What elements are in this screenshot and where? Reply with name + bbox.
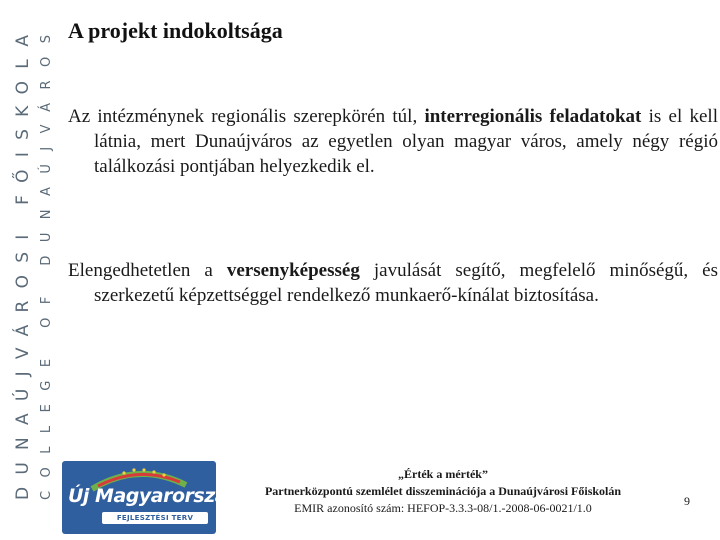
college-brand-vertical — [8, 30, 54, 500]
footer-project-info — [224, 466, 662, 517]
paragraph-competitiveness — [68, 258, 718, 308]
paragraph1-text-a: Az intézménynek regionális szerepkörén túl, — [68, 106, 425, 127]
page-number: 9 — [684, 494, 690, 508]
logo-sub-text: FEJLESZTÉSI TERV — [102, 512, 208, 524]
paragraph2-text-a: Elengedhetetlen a — [68, 260, 227, 281]
footer-quote: „Érték a mérték” — [398, 467, 488, 481]
paragraph1-text-b: is el kell látnia, mert Dunaújváros az egyetlen olyan magyar város, amely négy régió találkozási pontjában helyezkedik el. — [94, 106, 718, 177]
footer-project-title: Partnerközpontú szemlélet disszeminációja a Dunaújvárosi Főiskolán — [264, 484, 622, 498]
logo-main-text: Új Magyarország — [68, 485, 241, 507]
uj-magyarorszag-logo — [62, 461, 241, 534]
footer-project-id: EMIR azonosító szám: HEFOP-3.3.3-08/1.-2008-06-0021/1.0 — [294, 501, 592, 515]
slide-title: A projekt indokoltsága — [68, 18, 283, 43]
college-name-hu: DUNAÚJVÁROSI FŐISKOLA — [13, 34, 33, 500]
paragraph1-bold: interregionális feladatokat — [424, 106, 642, 127]
college-name-en: COLLEGE OF DUNAÚJVÁROS — [39, 35, 54, 500]
paragraph2-bold: versenyképesség — [226, 260, 360, 281]
paragraph-interregional — [68, 104, 718, 179]
paragraph2-text-b: javulását segítő, megfelelő minőségű, és szerkezetű képzettséggel rendelkező munkaerő-kínálat biztosítása. — [94, 260, 719, 306]
